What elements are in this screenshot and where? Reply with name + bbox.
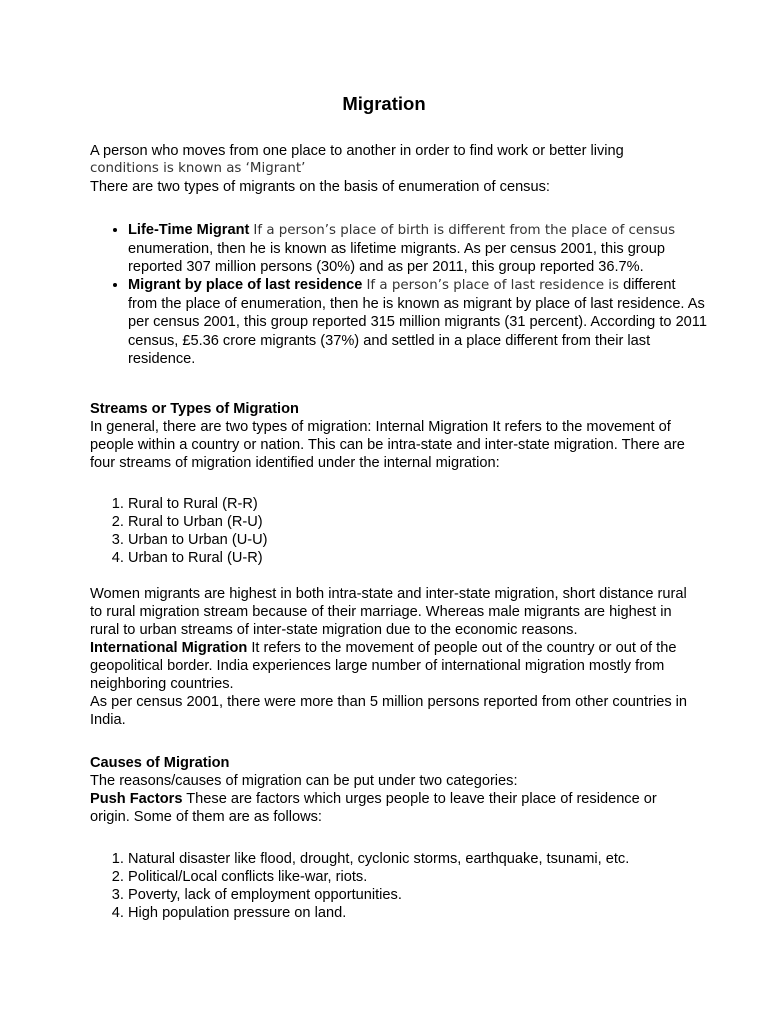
- term-last-residence-migrant: Migrant by place of last residence: [128, 277, 363, 294]
- intro-line-1: A person who moves from one place to another in order to find work or better living: [90, 143, 624, 159]
- streams-paragraph: In general, there are two types of migration: Internal Migration It refers to the movement of people within a country or nation. This can be intra-state and inter-state migration. There are four streams of migration identified under the internal migration:: [90, 419, 685, 472]
- causes-intro: The reasons/causes of migration can be put under two categories:: [90, 773, 518, 790]
- list-item: 4. High population pressure on land.: [128, 904, 708, 922]
- term-push-factors: Push Factors: [90, 791, 183, 808]
- list-item: 1. Rural to Rural (R-R): [128, 495, 708, 513]
- list-item: 1. Natural disaster like flood, drought, cyclonic storms, earthquake, tsunami, etc.: [128, 850, 708, 868]
- streams-section: [90, 400, 690, 472]
- push-factors-list: [90, 850, 708, 922]
- list-item: 4. Urban to Rural (U-R): [128, 549, 708, 567]
- term-international-migration: International Migration: [90, 640, 248, 656]
- definition-lead: If a person’s place of birth is different from the place of census: [253, 223, 676, 238]
- list-item: 3. Poverty, lack of employment opportunities.: [128, 886, 708, 904]
- page-title: Migration: [342, 93, 426, 114]
- list-item: 3. Urban to Urban (U-U): [128, 531, 708, 549]
- intro-line-3: There are two types of migrants on the basis of enumeration of census:: [90, 179, 550, 196]
- definition-text: enumeration, then he is known as lifetime migrants. As per census 2001, this group reported 307 million persons (30%) and as per 2011, this group reported 36.7%.: [128, 241, 666, 276]
- migrant-types-list: [90, 221, 708, 368]
- international-paragraph: [90, 639, 690, 693]
- push-factors-paragraph: [90, 790, 690, 826]
- international-text: It refers to the movement of people out of the country or out of the geopolitical border. India experiences large number of international migration mostly from neighboring countries.: [90, 640, 677, 693]
- list-item: 2. Political/Local conflicts like-war, riots.: [128, 868, 708, 886]
- section-heading-causes: Causes of Migration: [90, 755, 230, 771]
- women-paragraph: Women migrants are highest in both intra-state and inter-state migration, short distance rural to rural migration stream because of their marriage. Whereas male migrants are highest in rural to urban streams of inter-state migration due to the economic reasons.: [90, 586, 687, 639]
- streams-list: [90, 495, 708, 567]
- push-factors-text: These are factors which urges people to leave their place of residence or origin. Some of them are as follows:: [90, 791, 657, 826]
- census-paragraph: As per census 2001, there were more than 5 million persons reported from other countries in India.: [90, 694, 688, 729]
- intro-line-2: conditions is known as ‘Migrant’: [90, 161, 306, 177]
- definition-lead: If a person’s place of last residence is: [366, 278, 620, 294]
- list-item: [128, 221, 708, 276]
- intro-paragraph: [90, 142, 690, 196]
- list-item: [128, 276, 708, 367]
- definition-text: different from the place of enumeration, then he is known as migrant by place of last residence. As per census 2001, this group reported 315 million migrants (31 percent). According to 2011 census, £5.36 crore migrants (37%) and settled in a place different from their last residence.: [128, 277, 707, 367]
- list-item: 2. Rural to Urban (R-U): [128, 513, 708, 531]
- term-lifetime-migrant: Life-Time Migrant: [128, 222, 250, 238]
- causes-section: [90, 754, 690, 826]
- section-heading-streams: Streams or Types of Migration: [90, 401, 299, 417]
